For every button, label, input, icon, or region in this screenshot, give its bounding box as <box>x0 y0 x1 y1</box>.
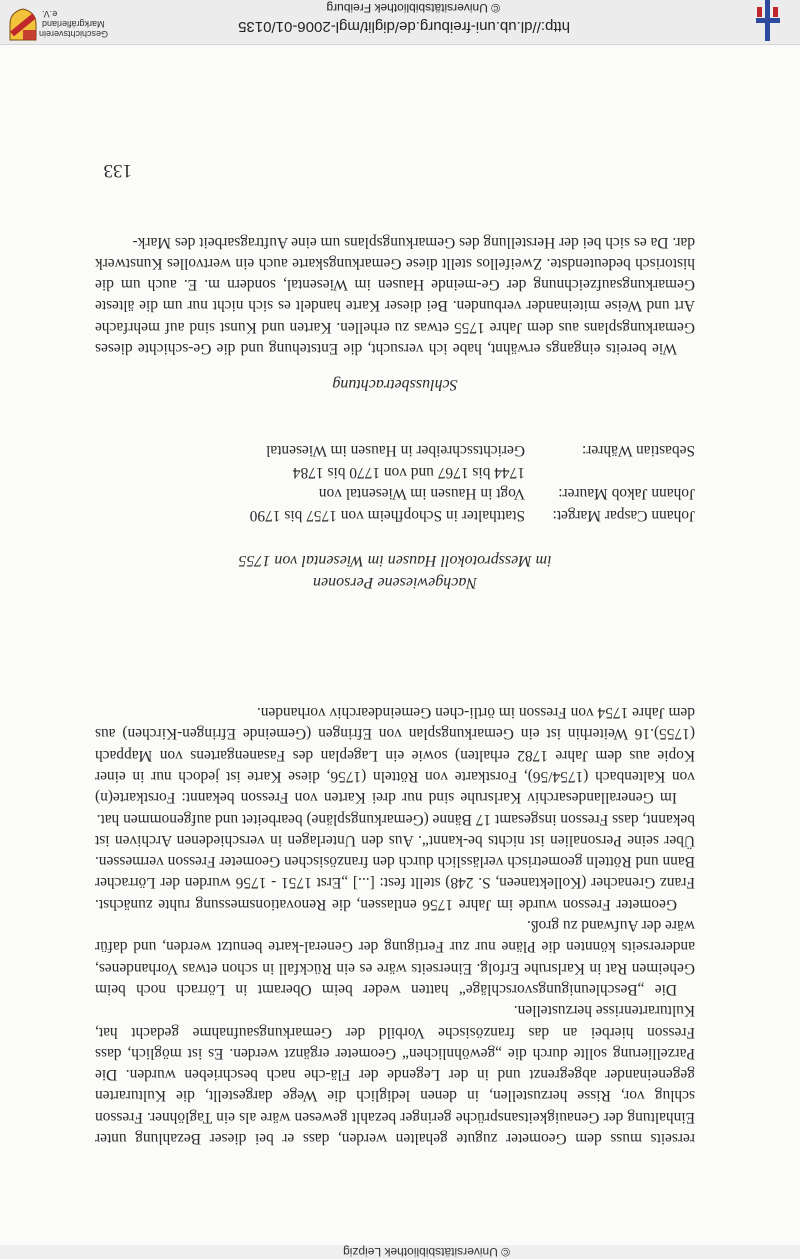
person-name: Johann Jakob Maurer: <box>558 485 695 503</box>
paragraph-2: Die „Beschleunigungsvorschläge“ hatten weder beim Oberamt in Lörrach noch beim Geheimen Rat in Karlsruhe Erfolg. Einerseits wäre es ein Rückfall in schon etwas Vorhandenes, andererseits könnten die Pläne nur zur Fertigung der General-karte benutzt werden, und dafür wäre der Aufwand zu groß. <box>95 917 695 998</box>
university-library-logo-icon <box>750 0 786 41</box>
paragraph-1: rerseits muss dem Geometer zugute gehalten werden, dass er bei dieser Bezahlung unter Einhaltung der Genauigkeitsansprüche geringer bezahlt gewesen wäre als ein Taglöhner. Fresson schlug vor, Risse herzustellen, in denen lediglich die Wege dargestellt, die Kulturarten gegeneinander abgegrenzt und in der Legende der Flä-che nach beschrieben wurden. Die Parzellierung sollte durch die „gewöhnlichen“ Geometer ergänzt werden. Es ist möglich, dass Fresson hierbei an das französische Vorbild der Gemarkungsaufnahme gedacht hat, Kulturartenrisse herzustellen. <box>95 1002 695 1147</box>
society-label: Geschichtsverein Markgräflerland e.V. <box>38 9 108 39</box>
paragraph-4: Im Generallandesarchiv Karlsruhe sind nur drei Karten von Fresson bekannt: Forstkarte(n) von Kaltenbach (1754/56), Forstkarte von Rötteln (1756, diese Karte ist jedoch nur in einer Kopie aus dem Jahre 1782 erhalten) sowie ein Lageplan des Fasanengartens von Mappach (1755).16 Weiterhin ist ein Gemarkungsplan von Efringen (Gemeinde Efringen-Kirchen) aus dem Jahre 1754 von Fresson im örtli-chen Gemeindearchiv vorhanden. <box>95 704 695 807</box>
main-text <box>95 702 695 1149</box>
footer-bar <box>0 0 800 45</box>
paragraph-conclusion: Wie bereits eingangs erwähnt, habe ich versucht, die Entstehung und die Ge-schichte dieses Gemarkungsplans aus dem Jahre 1755 etwas zu erhellen. Karten und Kunst sind auf mehrfache Art und Weise miteinander verbunden. Bei dieser Karte handelt es sich nicht nur um die älteste Gemarkungsaufzeichnung der Ge-meinde Hausen im Wiesental, sondern m. E. auch um die historisch bedeutendste. Zweifellos stellt diese Gemarkungskarte auch ein wertvolles Kunstwerk dar. Da es sich bei der Herstellung des Gemarkungsplans um eine Auftragsarbeit des Mark- <box>95 233 695 357</box>
conclusion-text <box>95 231 695 359</box>
persons-heading: Nachgewiesene Personen <box>313 574 477 591</box>
persons-list <box>95 440 695 526</box>
previous-page-footer-strip <box>0 1245 800 1259</box>
page-number: 133 <box>103 160 132 181</box>
person-desc: Gerichtsschreiber in Hausen im Wiesental <box>266 442 525 460</box>
person-name: Johann Caspar Marget: <box>552 507 695 524</box>
persons-subheading: im Messprotokoll Hausen im Wiesental von 1755 <box>238 552 552 569</box>
person-name <box>525 462 695 484</box>
copyright-text: © Universitätsbibliothek Freiburg <box>326 1 500 15</box>
person-row <box>95 440 695 462</box>
permalink-url[interactable]: http://dl.ub.uni-freiburg.de/diglit/mgl-2006-01/0135 <box>238 18 570 35</box>
person-desc: Vogt in Hausen im Wiesental von <box>318 485 525 503</box>
paragraph-3: Geometer Fresson wurde im Jahre 1756 entlassen, die Renovationsmessung ruhte zunächst. Franz Grenacher (Kollektaneen, S. 248) stellt fest: [...] „Erst 1751 - 1756 wurden der Lörracher Bann und Rötteln geometrisch verlässlich durch den französischen Geometer Fresson vermessen. Über seine Personalien ist nichts be-kannt“. Aus den Unterlagen in verschiedenen Archiven ist bekannt, dass Fresson insgesamt 17 Bänne (Gemarkungspläne) bearbeitet und aufgenommen hat. <box>95 810 695 913</box>
person-desc: Statthalter in Schopfheim von 1757 bis 1790 <box>249 507 525 524</box>
coat-of-arms-icon <box>8 8 38 42</box>
person-desc: 1744 bis 1767 und von 1770 bis 1784 <box>292 464 525 481</box>
conclusion-heading: Schlussbetrachtung <box>332 376 458 393</box>
person-name: Sebastian Währer: <box>582 442 695 460</box>
previous-copyright: © Universitätsbibliothek Leipzig <box>343 1245 510 1259</box>
person-row <box>95 483 695 505</box>
person-row <box>95 505 695 527</box>
person-row <box>95 462 695 484</box>
